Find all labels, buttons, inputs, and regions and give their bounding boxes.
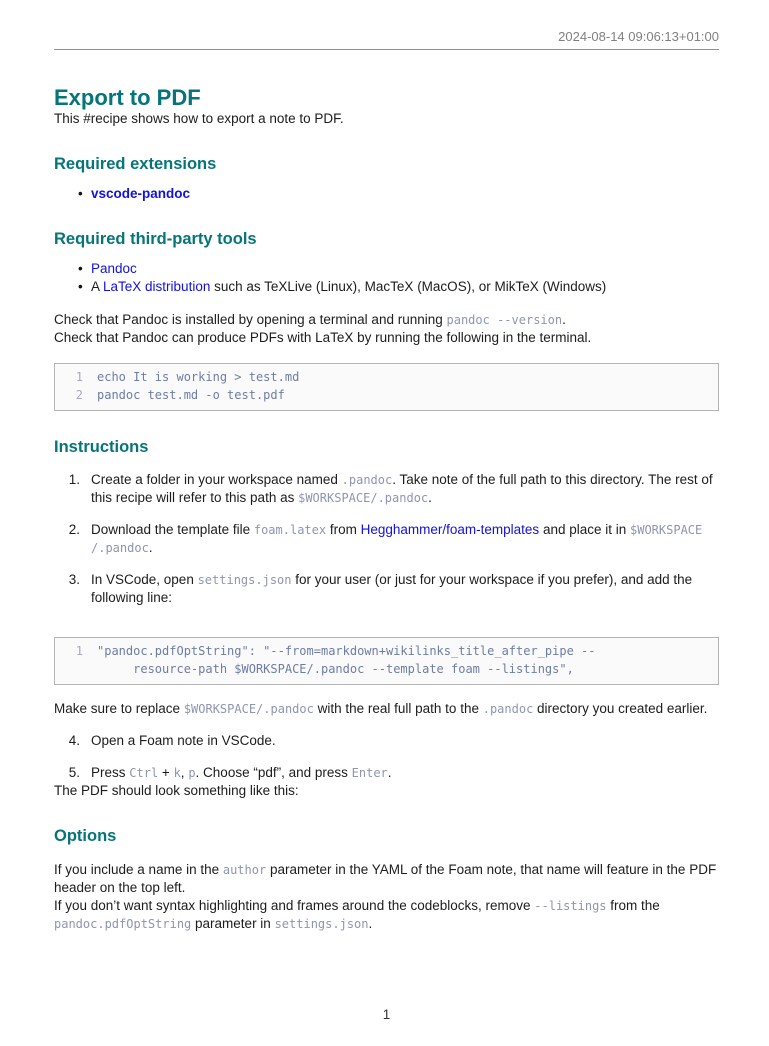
page-header — [54, 28, 719, 50]
page-footer — [54, 1006, 719, 1030]
section-heading-required-extensions: Required extensions — [54, 155, 217, 173]
text-segment: . Take note of the full path to this directory. The rest of this recipe will refer to this path as — [91, 472, 713, 505]
intro-paragraph — [54, 110, 719, 128]
check-line-1 — [54, 311, 719, 329]
inline-code-k-key: k — [173, 766, 181, 780]
code-text: pandoc test.md -o test.pdf — [97, 387, 285, 402]
text-segment: . Choose “pdf”, and press — [195, 765, 352, 780]
code-line — [63, 643, 710, 661]
code-text: resource-path $WORKSPACE/.pandoc --template foam --listings", — [97, 661, 574, 676]
text-segment: . — [428, 490, 432, 505]
instructions-list-continued — [54, 718, 719, 782]
section-heading-instructions: Instructions — [54, 438, 149, 456]
text-segment: . — [387, 765, 392, 780]
text-segment: from the — [606, 898, 660, 913]
instructions-list — [54, 457, 719, 607]
inline-code-enter-key: Enter — [351, 766, 388, 780]
inline-code-pandoc-version: pandoc --version — [446, 313, 563, 327]
inline-code-foam-latex: foam.latex — [253, 523, 327, 537]
list-item-step-3 — [54, 571, 719, 607]
inline-code-workspace-path: $WORKSPACE/.pandoc — [183, 702, 314, 716]
list-item — [54, 260, 719, 278]
list-item — [54, 278, 719, 296]
inline-code-author: author — [222, 863, 267, 877]
step-number: 1. — [68, 472, 80, 487]
step-number: 4. — [68, 733, 80, 748]
inline-code-settings-json: settings.json — [197, 573, 292, 587]
code-line — [63, 387, 710, 405]
pdf-look-paragraph — [54, 782, 719, 800]
step-text — [91, 521, 719, 557]
inline-code-pandoc-dir: .pandoc — [341, 473, 393, 487]
inline-code-ctrl-key: Ctrl — [129, 766, 159, 780]
text-segment: Check that Pandoc can produce PDFs with LaTeX by running the following in the terminal. — [54, 330, 592, 345]
step-text — [91, 764, 719, 782]
inline-code-workspace: $WORKSPACE — [630, 523, 703, 537]
list-item-step-4 — [54, 732, 719, 750]
list-item-step-1 — [54, 471, 719, 507]
text-segment: . — [148, 540, 153, 555]
code-text: "pandoc.pdfOptString": "--from=markdown+wikilinks_title_after_pipe -- — [97, 644, 596, 658]
text-segment: and place it in — [539, 522, 630, 537]
text-segment: such as TeXLive (Linux), MacTeX (MacOS), or MikTeX (Windows) — [210, 279, 607, 294]
replace-text — [54, 700, 719, 718]
replace-paragraph — [54, 700, 719, 718]
text-segment: for your user (or just for your workspace if you prefer), and add the following line: — [91, 572, 693, 605]
options-paragraph — [54, 861, 719, 933]
step-number: 2. — [68, 522, 80, 537]
code-block-settings-json — [54, 637, 719, 685]
step-number: 3. — [68, 572, 80, 587]
text-segment: In VSCode, open — [91, 572, 198, 587]
text-segment: parameter in the YAML of the Foam note, that name will feature in the PDF header on the top left. — [54, 862, 717, 895]
text-segment: . — [368, 916, 373, 931]
text-segment: Make sure to replace — [54, 701, 184, 716]
list-item-step-2 — [54, 521, 719, 557]
text-segment: with the real full path to the — [313, 701, 483, 716]
text-segment: The PDF should look something like this: — [54, 783, 299, 798]
line-number — [63, 661, 83, 679]
text-segment: Download the template file — [91, 522, 254, 537]
required-extensions-list — [54, 185, 719, 203]
line-number: 1 — [75, 644, 83, 658]
check-paragraph — [54, 311, 719, 347]
section-heading-required-tools: Required third-party tools — [54, 230, 257, 248]
text-segment: Press — [91, 765, 130, 780]
text-segment: directory you created earlier. — [533, 701, 708, 716]
link-latex-distribution[interactable]: LaTeX distribution — [103, 279, 211, 294]
options-line-2 — [54, 897, 719, 933]
link-pandoc[interactable]: Pandoc — [91, 261, 137, 276]
code-line — [63, 369, 710, 387]
text-segment: Check that Pandoc is installed by opening a terminal and running — [54, 312, 447, 327]
page-number: 1 — [382, 1007, 391, 1022]
list-item-step-5 — [54, 764, 719, 782]
required-tools-list — [54, 260, 719, 296]
code-line — [63, 661, 710, 679]
inline-code-pandoc-dir: .pandoc — [482, 702, 534, 716]
inline-code-p-key: p — [188, 766, 196, 780]
line-number: 2 — [75, 387, 83, 402]
text-segment: , — [180, 765, 189, 780]
text-segment: + — [158, 765, 174, 780]
text-segment: Create a folder in your workspace named — [91, 472, 342, 487]
inline-code-settings-json: settings.json — [274, 917, 369, 931]
check-line-2 — [54, 329, 719, 347]
inline-code-listings-flag: --listings — [534, 899, 607, 913]
inline-code-workspace-path: $WORKSPACE/.pandoc — [298, 491, 429, 505]
text-segment: from — [326, 522, 361, 537]
section-heading-options: Options — [54, 827, 117, 845]
code-text: echo It is working > test.md — [97, 370, 300, 384]
options-line-1 — [54, 861, 719, 897]
link-vscode-pandoc[interactable]: vscode-pandoc — [91, 186, 191, 201]
text-segment: . — [562, 312, 566, 327]
step-text — [91, 471, 719, 507]
text-segment: If you include a name in the — [54, 862, 223, 877]
link-hegghammer-foam-templates[interactable]: Hegghammer/foam-templates — [360, 522, 540, 537]
text-segment: Open a Foam note in VSCode. — [91, 733, 276, 748]
inline-code-pdfoptstring: pandoc.pdfOptString — [54, 917, 192, 931]
text-segment: If you don’t want syntax highlighting and frames around the codeblocks, remove — [54, 898, 535, 913]
text-segment: parameter in — [191, 916, 275, 931]
text-segment: A — [91, 279, 104, 294]
header-timestamp: 2024-08-14 09:06:13+01:00 — [558, 29, 719, 44]
intro-text: This #recipe shows how to export a note to PDF. — [54, 111, 344, 126]
page-title: Export to PDF — [54, 85, 201, 110]
step-number: 5. — [68, 765, 80, 780]
step-text — [91, 571, 719, 607]
line-number: 1 — [75, 370, 83, 384]
code-block-terminal-check — [54, 363, 719, 411]
step-text — [91, 732, 719, 750]
inline-code-pandoc-dir: /.pandoc — [91, 541, 149, 555]
header-rule — [54, 49, 719, 50]
list-item — [54, 185, 719, 203]
